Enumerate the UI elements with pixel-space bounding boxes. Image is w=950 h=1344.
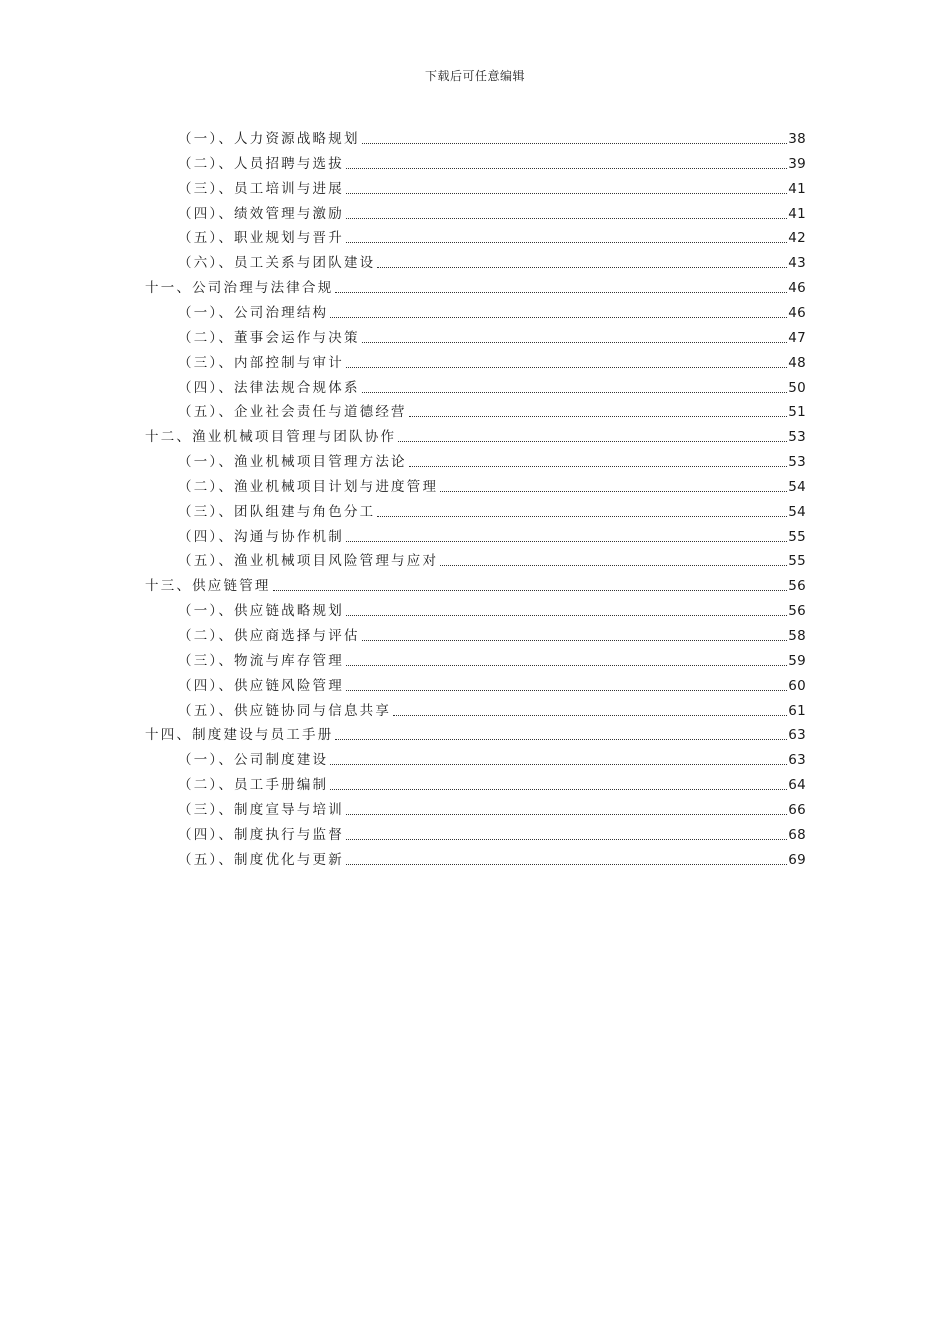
toc-leader-dots	[273, 590, 788, 591]
toc-leader-dots	[409, 416, 787, 417]
toc-entry[interactable]	[178, 126, 806, 148]
toc-leader-dots	[330, 789, 787, 790]
toc-leader-dots	[346, 541, 787, 542]
toc-entry-page: 55	[788, 528, 806, 545]
toc-entry-title: （三）、内部控制与审计	[178, 354, 344, 371]
toc-entry[interactable]	[178, 772, 806, 794]
toc-entry[interactable]	[178, 449, 806, 471]
toc-entry-title: （三）、物流与库存管理	[178, 652, 344, 669]
toc-entry-page: 63	[788, 752, 806, 769]
toc-entry[interactable]	[178, 399, 806, 421]
toc-entry-title: （四）、沟通与协作机制	[178, 528, 344, 545]
toc-leader-dots	[409, 466, 787, 467]
toc-leader-dots	[346, 168, 787, 169]
toc-entry-title: （四）、制度执行与监督	[178, 826, 344, 843]
toc-entry-page: 63	[788, 727, 806, 744]
toc-leader-dots	[440, 565, 787, 566]
toc-entry-title: （一）、供应链战略规划	[178, 603, 344, 620]
toc-entry-title: （一）、公司制度建设	[178, 752, 329, 769]
toc-entry-title: （一）、人力资源战略规划	[178, 131, 360, 147]
toc-entry-page: 42	[788, 230, 806, 247]
toc-entry-title: （二）、渔业机械项目计划与进度管理	[178, 478, 439, 495]
toc-entry-page: 69	[788, 851, 806, 868]
toc-entry[interactable]	[178, 499, 806, 521]
page-header: 下载后可任意编辑	[424, 69, 525, 83]
toc-entry[interactable]	[178, 673, 806, 695]
toc-leader-dots	[346, 864, 787, 865]
toc-leader-dots	[346, 367, 787, 368]
toc-entry-title: （五）、企业社会责任与道德经营	[178, 404, 407, 421]
toc-entry-title: （二）、董事会运作与决策	[178, 329, 360, 346]
toc-entry-title: （三）、员工培训与进展	[178, 180, 344, 197]
toc-entry-page: 38	[788, 131, 806, 147]
toc-entry-title: （一）、渔业机械项目管理方法论	[178, 454, 407, 471]
toc-leader-dots	[346, 665, 787, 666]
toc-entry-page: 54	[788, 478, 806, 495]
toc-leader-dots	[377, 516, 787, 517]
toc-entry-title: （三）、制度宣导与培训	[178, 801, 344, 818]
toc-entry[interactable]	[178, 623, 806, 645]
toc-entry[interactable]	[178, 524, 806, 546]
toc-leader-dots	[330, 317, 787, 318]
toc-leader-dots	[362, 640, 788, 641]
toc-entry-title: （二）、员工手册编制	[178, 777, 329, 794]
toc-leader-dots	[330, 764, 787, 765]
toc-entry-page: 43	[788, 255, 806, 272]
toc-entry-title: 十三、供应链管理	[145, 578, 271, 595]
toc-entry-title: （六）、员工关系与团队建设	[178, 255, 376, 272]
toc-entry-title: （一）、公司治理结构	[178, 304, 329, 321]
toc-leader-dots	[362, 143, 788, 144]
toc-entry-title: 十四、制度建设与员工手册	[145, 727, 334, 744]
toc-leader-dots	[377, 267, 787, 268]
toc-entry-page: 50	[788, 379, 806, 396]
toc-entry-title: （四）、绩效管理与激励	[178, 205, 344, 222]
toc-entry-title: 十一、公司治理与法律合规	[145, 280, 334, 297]
toc-entry[interactable]	[178, 797, 806, 819]
toc-entry[interactable]	[145, 573, 806, 595]
toc-entry[interactable]	[145, 424, 806, 446]
toc-entry[interactable]	[178, 548, 806, 570]
toc-leader-dots	[346, 814, 787, 815]
toc-entry-page: 39	[788, 155, 806, 172]
toc-leader-dots	[362, 342, 788, 343]
toc-entry[interactable]	[178, 375, 806, 397]
toc-entry-title: （二）、人员招聘与选拔	[178, 155, 344, 172]
toc-entry[interactable]	[178, 350, 806, 372]
toc-entry-page: 41	[788, 180, 806, 197]
toc-leader-dots	[393, 715, 787, 716]
toc-entry[interactable]	[178, 250, 806, 272]
toc-entry[interactable]	[178, 176, 806, 198]
toc-entry-page: 46	[788, 280, 806, 297]
toc-entry[interactable]	[178, 847, 806, 869]
toc-entry-page: 53	[788, 454, 806, 471]
toc-entry-page: 56	[788, 578, 806, 595]
toc-entry[interactable]	[178, 698, 806, 720]
toc-leader-dots	[346, 615, 787, 616]
toc-leader-dots	[440, 491, 787, 492]
toc-entry-page: 66	[788, 801, 806, 818]
toc-leader-dots	[335, 292, 787, 293]
toc-entry-title: （五）、职业规划与晋升	[178, 230, 344, 247]
toc-entry-title: （五）、渔业机械项目风险管理与应对	[178, 553, 439, 570]
toc-leader-dots	[346, 218, 787, 219]
toc-entry-title: （二）、供应商选择与评估	[178, 628, 360, 644]
toc-leader-dots	[346, 839, 787, 840]
toc-leader-dots	[346, 242, 787, 243]
toc-entry-title: （五）、制度优化与更新	[178, 851, 344, 868]
toc-entry[interactable]	[178, 598, 806, 620]
toc-entry[interactable]	[145, 722, 806, 744]
toc-entry-page: 41	[788, 205, 806, 222]
toc-entry-page: 54	[788, 503, 806, 520]
toc-leader-dots	[362, 392, 788, 393]
toc-entry-page: 55	[788, 553, 806, 570]
toc-entry-page: 46	[788, 304, 806, 321]
toc-entry-title: （四）、供应链风险管理	[178, 677, 344, 694]
toc-entry[interactable]	[178, 325, 806, 347]
toc-entry-page: 48	[788, 354, 806, 371]
toc-entry-page: 51	[788, 404, 806, 421]
toc-leader-dots	[398, 441, 787, 442]
toc-entry[interactable]	[145, 275, 806, 297]
toc-entry-page: 47	[788, 329, 806, 346]
toc-entry[interactable]	[178, 747, 806, 769]
toc-entry[interactable]	[178, 151, 806, 173]
toc-entry-title: （四）、法律法规合规体系	[178, 379, 360, 396]
toc-leader-dots	[335, 739, 787, 740]
toc-entry-page: 56	[788, 603, 806, 620]
toc-entry[interactable]	[178, 474, 806, 496]
toc-entry[interactable]	[178, 201, 806, 223]
toc-entry-page: 61	[788, 702, 806, 719]
toc-entry-title: （五）、供应链协同与信息共享	[178, 702, 392, 719]
toc-leader-dots	[346, 690, 787, 691]
toc-entry-page: 60	[788, 677, 806, 694]
toc-entry-page: 59	[788, 652, 806, 669]
toc-entry[interactable]	[178, 648, 806, 670]
toc-entry-title: （三）、团队组建与角色分工	[178, 503, 376, 520]
toc-entry-page: 53	[788, 429, 806, 446]
toc-entry-title: 十二、渔业机械项目管理与团队协作	[145, 429, 397, 446]
toc-entry-page: 64	[788, 777, 806, 794]
toc-entry[interactable]	[178, 300, 806, 322]
toc-entry-page: 58	[788, 628, 806, 644]
toc-entry[interactable]	[178, 225, 806, 247]
toc-leader-dots	[346, 193, 787, 194]
toc-entry-page: 68	[788, 826, 806, 843]
toc-entry[interactable]	[178, 822, 806, 844]
